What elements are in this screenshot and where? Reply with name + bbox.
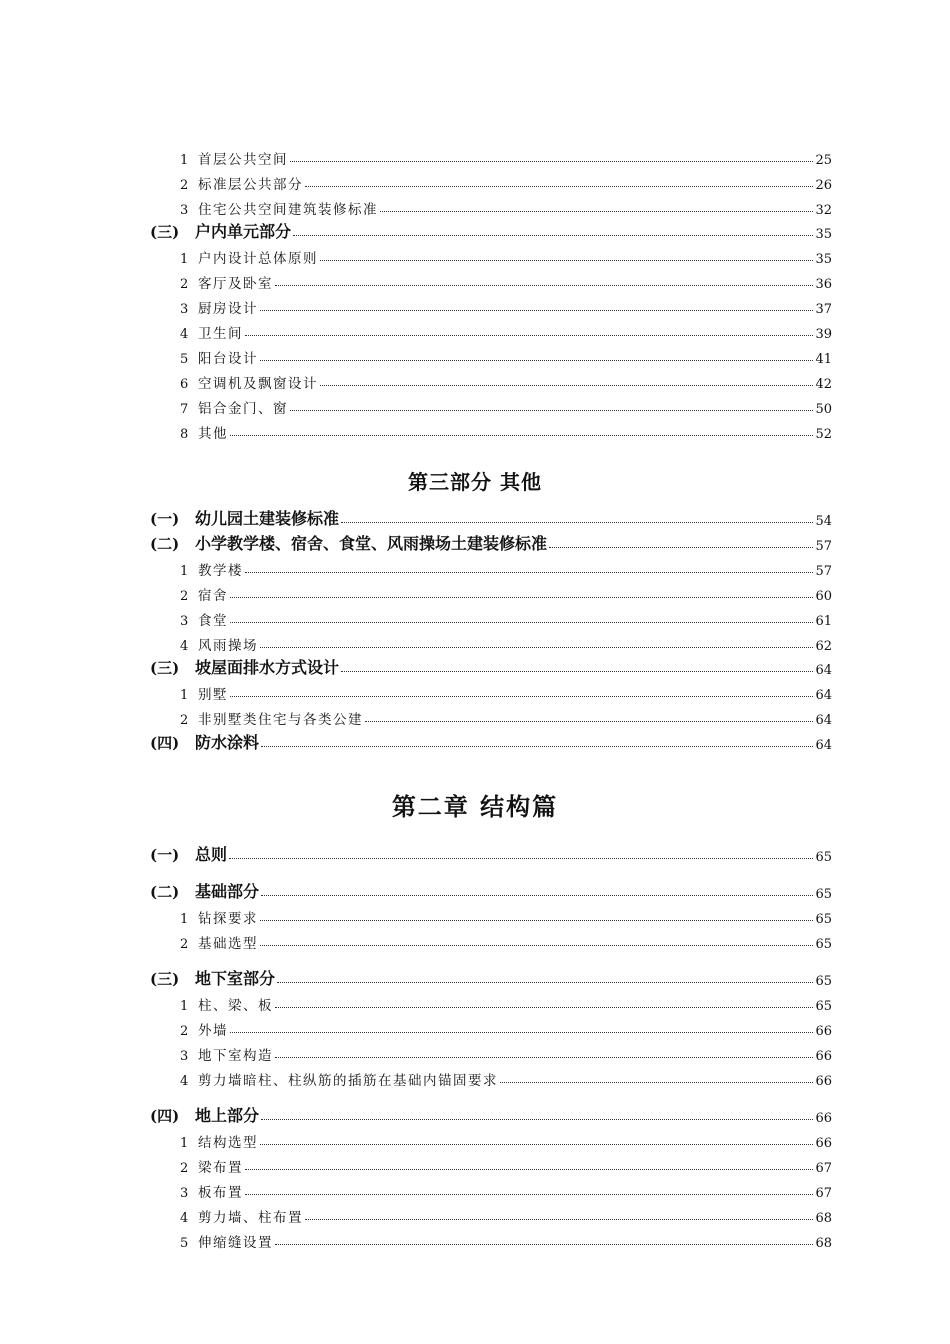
chapter-heading: 第二章 结构篇 (391, 792, 559, 821)
entry-number: 7 (180, 402, 190, 417)
entry-page: 60 (815, 589, 832, 604)
dot-leader (305, 1219, 813, 1220)
toc-section[interactable] (150, 507, 832, 529)
toc-entry[interactable] (180, 1204, 832, 1226)
entry-title: 板布置 (198, 1185, 243, 1201)
toc-entry[interactable] (180, 1017, 832, 1039)
section-number: (一) (150, 510, 180, 528)
section-page: 65 (815, 887, 832, 902)
dot-leader (341, 522, 813, 523)
toc-section[interactable] (150, 656, 832, 678)
entry-number: 3 (180, 614, 190, 629)
dot-leader (380, 211, 813, 212)
section-page: 57 (815, 539, 832, 554)
section-title: 小学教学楼、宿舍、食堂、风雨操场土建装修标准 (195, 534, 548, 553)
entry-number: 5 (180, 352, 190, 367)
toc-entry[interactable] (180, 1179, 832, 1201)
entry-title: 食堂 (198, 613, 228, 629)
dot-leader (261, 1119, 813, 1120)
entry-title: 铝合金门、窗 (198, 401, 288, 417)
entry-page: 66 (815, 1049, 832, 1064)
toc-section[interactable] (150, 1104, 832, 1126)
section-number: (三) (150, 970, 180, 988)
toc-entry[interactable] (180, 557, 832, 579)
toc-entry[interactable] (180, 992, 832, 1014)
section-title: 坡屋面排水方式设计 (195, 658, 340, 677)
dot-leader (245, 572, 813, 573)
entry-page: 37 (815, 302, 832, 317)
toc-entry[interactable] (180, 370, 832, 392)
toc-entry[interactable] (180, 930, 832, 952)
section-page: 35 (815, 227, 832, 242)
toc-entry[interactable] (180, 607, 832, 629)
entry-title: 地下室构造 (198, 1048, 273, 1064)
dot-leader (275, 1007, 813, 1008)
section-number: (四) (150, 734, 180, 752)
entry-number: 1 (180, 564, 190, 579)
entry-title: 剪力墙暗柱、柱纵筋的插筋在基础内锚固要求 (198, 1073, 498, 1089)
entry-page: 62 (815, 639, 832, 654)
entry-number: 4 (180, 639, 190, 654)
section-title: 总则 (195, 845, 228, 864)
toc-entry[interactable] (180, 146, 832, 168)
dot-leader (549, 547, 813, 548)
entry-title: 首层公共空间 (198, 152, 288, 168)
toc-entry[interactable] (180, 1042, 832, 1064)
dot-leader (230, 435, 813, 436)
entry-title: 钻探要求 (198, 911, 258, 927)
entry-number: 2 (180, 937, 190, 952)
dot-leader (261, 746, 813, 747)
toc-entry[interactable] (180, 905, 832, 927)
dot-leader (290, 161, 813, 162)
entry-title: 宿舍 (198, 588, 228, 604)
dot-leader (261, 895, 813, 896)
dot-leader (230, 622, 813, 623)
toc-entry[interactable] (180, 420, 832, 442)
entry-number: 2 (180, 178, 190, 193)
section-number: (一) (150, 846, 180, 864)
entry-title: 客厅及卧室 (198, 276, 273, 292)
entry-number: 2 (180, 1161, 190, 1176)
entry-page: 25 (815, 153, 832, 168)
entry-page: 52 (815, 427, 832, 442)
toc-entry[interactable] (180, 345, 832, 367)
toc-section[interactable] (150, 532, 832, 554)
dot-leader (229, 858, 813, 859)
entry-number: 1 (180, 688, 190, 703)
dot-leader (230, 696, 813, 697)
section-number: (三) (150, 659, 180, 677)
dot-leader (260, 920, 813, 921)
entry-number: 2 (180, 277, 190, 292)
entry-page: 67 (815, 1186, 832, 1201)
section-page: 64 (815, 738, 832, 753)
entry-title: 伸缩缝设置 (198, 1235, 273, 1251)
entry-number: 1 (180, 153, 190, 168)
dot-leader (245, 1169, 813, 1170)
entry-number: 2 (180, 1024, 190, 1039)
section-number: (二) (150, 535, 180, 553)
entry-page: 64 (815, 713, 832, 728)
entry-page: 66 (815, 1074, 832, 1089)
entry-title: 外墙 (198, 1023, 228, 1039)
section-title: 地下室部分 (195, 969, 276, 988)
toc-entry[interactable] (180, 395, 832, 417)
entry-page: 67 (815, 1161, 832, 1176)
entry-page: 26 (815, 178, 832, 193)
dot-leader (277, 982, 813, 983)
entry-page: 42 (815, 377, 832, 392)
section-title: 幼儿园土建装修标准 (195, 509, 340, 528)
toc-section[interactable] (150, 731, 832, 753)
dot-leader (290, 410, 813, 411)
entry-page: 41 (815, 352, 832, 367)
entry-title: 梁布置 (198, 1160, 243, 1176)
entry-number: 3 (180, 1186, 190, 1201)
entry-title: 卫生间 (198, 326, 243, 342)
entry-page: 39 (815, 327, 832, 342)
dot-leader (320, 385, 813, 386)
dot-leader (293, 235, 813, 236)
dot-leader (341, 671, 813, 672)
dot-leader (245, 335, 813, 336)
toc-entry[interactable] (180, 1129, 832, 1151)
section-number: (三) (150, 223, 180, 241)
entry-number: 4 (180, 327, 190, 342)
toc-entry[interactable] (180, 1229, 832, 1251)
entry-page: 50 (815, 402, 832, 417)
section-number: (二) (150, 883, 180, 901)
toc-entry[interactable] (180, 295, 832, 317)
entry-number: 5 (180, 1236, 190, 1251)
entry-page: 65 (815, 937, 832, 952)
entry-page: 57 (815, 564, 832, 579)
entry-page: 32 (815, 203, 832, 218)
entry-title: 住宅公共空间建筑装修标准 (198, 202, 378, 218)
toc-entry[interactable] (180, 270, 832, 292)
entry-number: 2 (180, 589, 190, 604)
entry-page: 64 (815, 688, 832, 703)
entry-number: 3 (180, 302, 190, 317)
entry-page: 35 (815, 252, 832, 267)
toc-entry[interactable] (180, 320, 832, 342)
dot-leader (230, 1032, 813, 1033)
section-title: 基础部分 (195, 882, 260, 901)
entry-number: 1 (180, 912, 190, 927)
entry-title: 风雨操场 (198, 638, 258, 654)
entry-title: 厨房设计 (198, 301, 258, 317)
entry-title: 教学楼 (198, 563, 243, 579)
dot-leader (260, 945, 813, 946)
toc-section[interactable] (150, 220, 832, 242)
entry-number: 4 (180, 1211, 190, 1226)
entry-title: 非别墅类住宅与各类公建 (198, 712, 363, 728)
entry-number: 8 (180, 427, 190, 442)
entry-page: 61 (815, 614, 832, 629)
entry-page: 65 (815, 912, 832, 927)
dot-leader (320, 260, 813, 261)
part-heading: 第三部分 其他 (408, 470, 542, 494)
dot-leader (260, 310, 813, 311)
dot-leader (275, 1244, 813, 1245)
section-page: 65 (815, 850, 832, 865)
entry-title: 户内设计总体原则 (198, 251, 318, 267)
toc-section[interactable] (150, 967, 832, 989)
entry-title: 阳台设计 (198, 351, 258, 367)
entry-page: 36 (815, 277, 832, 292)
dot-leader (500, 1082, 813, 1083)
toc-entry[interactable] (180, 632, 832, 654)
entry-number: 1 (180, 252, 190, 267)
toc-entry[interactable] (180, 681, 832, 703)
entry-page: 68 (815, 1236, 832, 1251)
toc-entry[interactable] (180, 1154, 832, 1176)
entry-number: 3 (180, 1049, 190, 1064)
entry-title: 剪力墙、柱布置 (198, 1210, 303, 1226)
entry-title: 基础选型 (198, 936, 258, 952)
toc-entry[interactable] (180, 196, 832, 218)
entry-number: 1 (180, 1136, 190, 1151)
dot-leader (365, 721, 813, 722)
dot-leader (260, 360, 813, 361)
dot-leader (245, 1194, 813, 1195)
entry-number: 2 (180, 713, 190, 728)
section-number: (四) (150, 1107, 180, 1125)
section-page: 66 (815, 1111, 832, 1126)
toc-entry[interactable] (180, 582, 832, 604)
section-page: 64 (815, 663, 832, 678)
dot-leader (260, 1144, 813, 1145)
entry-page: 65 (815, 999, 832, 1014)
section-title: 防水涂料 (195, 733, 260, 752)
entry-title: 其他 (198, 426, 228, 442)
entry-title: 别墅 (198, 687, 228, 703)
toc-entry[interactable] (180, 245, 832, 267)
toc-entry[interactable] (180, 1067, 832, 1089)
entry-number: 3 (180, 203, 190, 218)
toc-entry[interactable] (180, 171, 832, 193)
section-title: 户内单元部分 (195, 222, 292, 241)
section-page: 54 (815, 514, 832, 529)
toc-section[interactable] (150, 880, 832, 902)
dot-leader (305, 186, 813, 187)
entry-page: 66 (815, 1024, 832, 1039)
entry-title: 结构选型 (198, 1135, 258, 1151)
entry-page: 68 (815, 1211, 832, 1226)
entry-page: 66 (815, 1136, 832, 1151)
dot-leader (230, 597, 813, 598)
dot-leader (275, 285, 813, 286)
entry-number: 4 (180, 1074, 190, 1089)
entry-number: 1 (180, 999, 190, 1014)
dot-leader (275, 1057, 813, 1058)
entry-title: 标准层公共部分 (198, 177, 303, 193)
section-page: 65 (815, 974, 832, 989)
entry-title: 柱、梁、板 (198, 998, 273, 1014)
toc-entry[interactable] (180, 706, 832, 728)
dot-leader (260, 647, 813, 648)
toc-section[interactable] (150, 843, 832, 865)
section-title: 地上部分 (195, 1106, 260, 1125)
entry-title: 空调机及飘窗设计 (198, 376, 318, 392)
entry-number: 6 (180, 377, 190, 392)
